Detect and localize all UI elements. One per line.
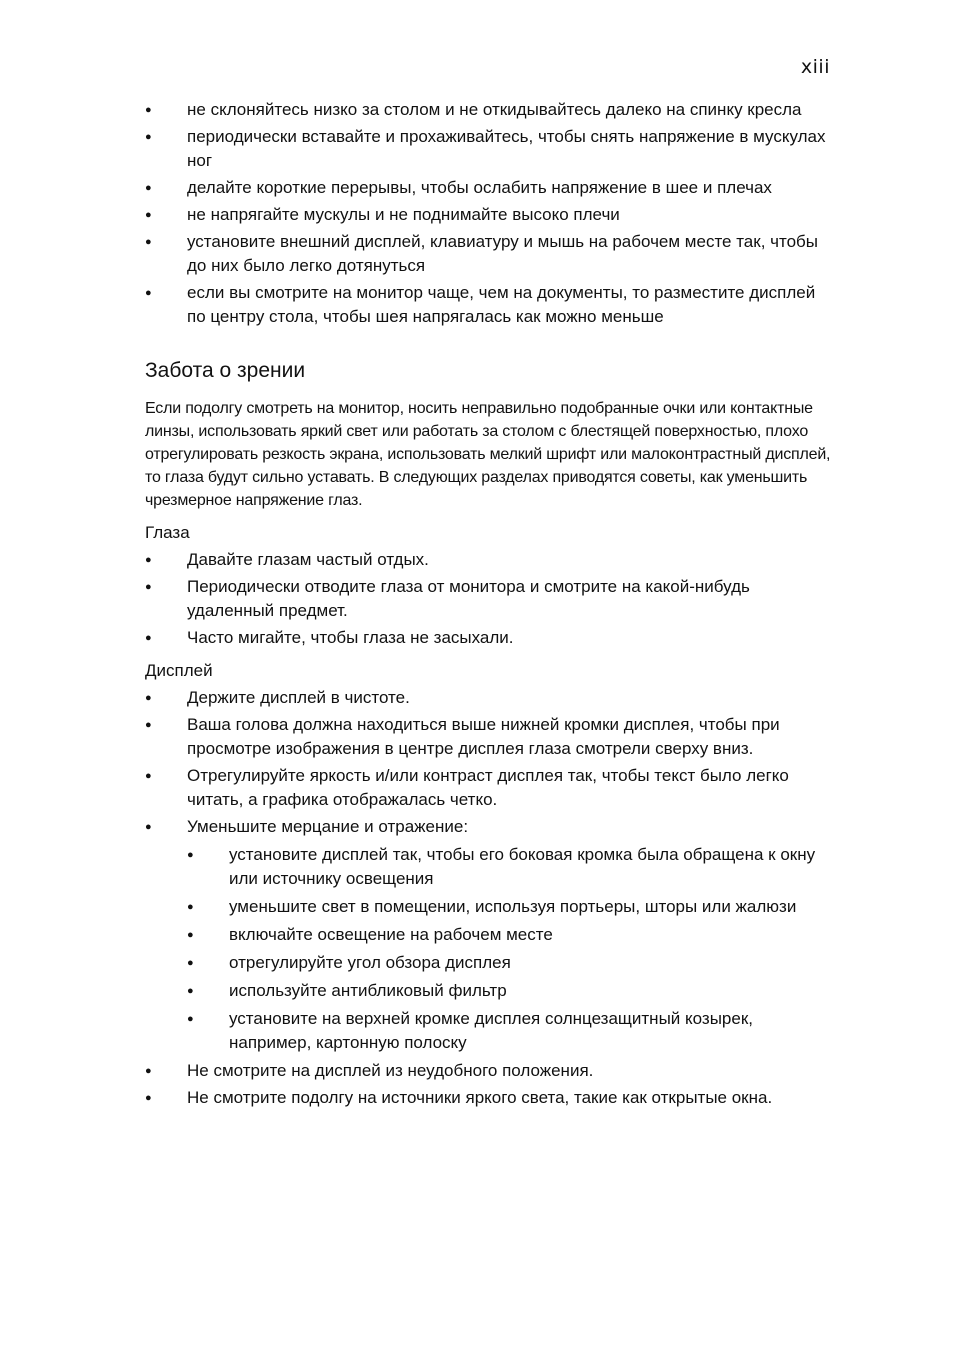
- list-item: ● Периодически отводите глаза от монитора и смотрите на какой-нибудь удаленный предмет.: [145, 575, 835, 623]
- display-list: [145, 686, 835, 1110]
- list-item: ● не напрягайте мускулы и не поднимайте высоко плечи: [145, 203, 835, 227]
- list-item: ● Отрегулируйте яркость и/или контраст дисплея так, чтобы текст было легко читать, а графика отображалась четко.: [145, 764, 835, 812]
- list-item: ● установите внешний дисплей, клавиатуру и мышь на рабочем месте так, чтобы до них было легко дотянуться: [145, 230, 835, 278]
- glare-sublist: [187, 843, 835, 1055]
- list-item: ● делайте короткие перерывы, чтобы ослабить напряжение в шее и плечах: [145, 176, 835, 200]
- document-body: [145, 98, 835, 1113]
- list-item: ● Держите дисплей в чистоте.: [145, 686, 835, 710]
- sublist-item: ● установите на верхней кромке дисплея солнцезащитный козырек, например, картонную полоску: [187, 1007, 835, 1055]
- page-number: xiii: [800, 56, 830, 78]
- list-item: ● Ваша голова должна находиться выше нижней кромки дисплея, чтобы при просмотре изображения в центре дисплея глаза смотрели сверху вниз.: [145, 713, 835, 761]
- display-heading: Дисплей: [145, 661, 213, 680]
- section-title: Забота о зрении: [145, 359, 306, 382]
- list-item: ● если вы смотрите на монитор чаще, чем на документы, то разместите дисплей по центру стола, чтобы шея напрягалась как можно меньше: [145, 281, 835, 329]
- sublist-item: ● отрегулируйте угол обзора дисплея: [187, 951, 835, 975]
- list-item: ● Давайте глазам частый отдых.: [145, 548, 835, 572]
- eyes-list: [145, 548, 835, 650]
- list-item: ● Часто мигайте, чтобы глаза не засыхали.: [145, 626, 835, 650]
- sublist-item: ● уменьшите свет в помещении, используя портьеры, шторы или жалюзи: [187, 895, 835, 919]
- list-item: ● Не смотрите подолгу на источники яркого света, такие как открытые окна.: [145, 1086, 835, 1110]
- list-item: ● Не смотрите на дисплей из неудобного положения.: [145, 1059, 835, 1083]
- list-item: ● не склоняйтесь низко за столом и не откидывайтесь далеко на спинку кресла: [145, 98, 835, 122]
- sublist-item: ● используйте антибликовый фильтр: [187, 979, 835, 1003]
- section-intro: Если подолгу смотреть на монитор, носить неправильно подобранные очки или контактные линзы, использовать яркий свет или работать за столом с блестящей поверхностью, плохо отрегулировать резкость экрана, использовать мелкий шрифт или малоконтрастный дисплей, то глаза будут сильно уставать. В следующих разделах приводятся советы, как уменьшить чрезмерное напряжение глаз.: [145, 400, 831, 509]
- list-item: ● периодически вставайте и прохаживайтесь, чтобы снять напряжение в мускулах ног: [145, 125, 835, 173]
- list-item-label: Уменьшите мерцание и отражение:: [187, 817, 469, 836]
- eyes-heading: Глаза: [145, 523, 190, 542]
- sublist-item: ● включайте освещение на рабочем месте: [187, 923, 835, 947]
- list-item-with-sublist: [145, 815, 835, 1055]
- sublist-item: ● установите дисплей так, чтобы его боковая кромка была обращена к окну или источнику освещения: [187, 843, 835, 891]
- ergonomics-list: [145, 98, 835, 329]
